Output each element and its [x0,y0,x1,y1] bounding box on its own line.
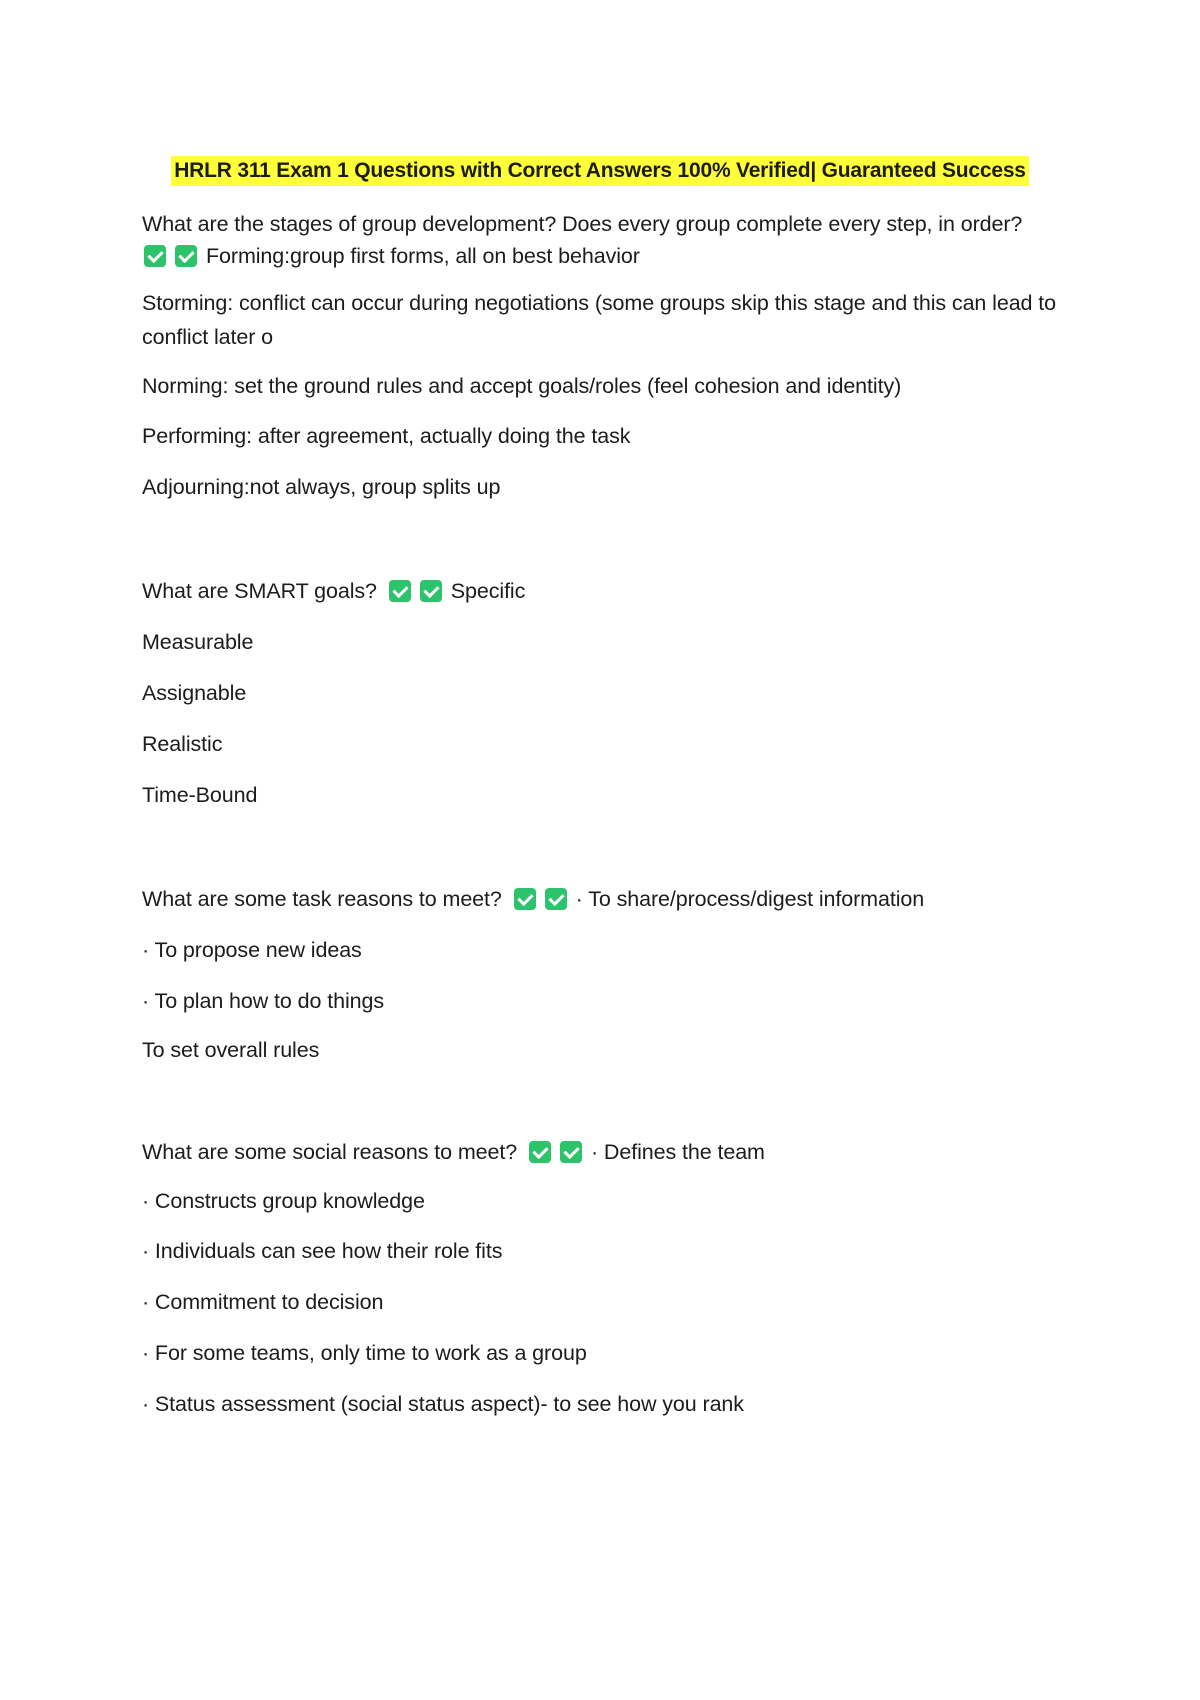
answer-text: · Defines the team [591,1140,765,1164]
spacer [142,1067,1062,1135]
question-1-block [142,207,1062,273]
answer-line: Time-Bound [142,783,258,807]
check-mark-button-icon [175,245,197,267]
check-mark-button-icon [529,1141,551,1163]
check-mark-button-icon [545,888,567,910]
answer-line: Measurable [142,630,254,654]
answer-line: · To plan how to do things [142,989,385,1013]
check-mark-button-icon [420,580,442,602]
question-4-text: What are some social reasons to meet? [142,1140,518,1164]
question-4-block [142,1135,1062,1169]
check-mark-button-icon [560,1141,582,1163]
spacer [142,812,1062,882]
question-1-text: What are the stages of group development? Does every group complete every step, in order? [142,212,1023,236]
answer-line: Assignable [142,681,247,705]
question-3-text: What are some task reasons to meet? [142,887,502,911]
title-container [0,156,1200,186]
answer-line: Realistic [142,732,223,756]
answer-line: Storming: conflict can occur during negotiations (some groups skip this stage and this can lead to conflict later o [142,291,1057,349]
answer-line: Performing: after agreement, actually doing the task [142,424,631,448]
check-mark-button-icon [514,888,536,910]
answer-text: Forming:group first forms, all on best behavior [206,244,640,268]
document-title: HRLR 311 Exam 1 Questions with Correct Answers 100% Verified| Guaranteed Success [171,156,1029,186]
question-3-block [142,882,1062,916]
question-2-block [142,574,1062,608]
answer-line: To set overall rules [142,1038,320,1062]
answer-line: Adjourning:not always, group splits up [142,475,501,499]
answer-line: · To propose new ideas [142,938,362,962]
answer-line: Norming: set the ground rules and accept goals/roles (feel cohesion and identity) [142,374,902,398]
question-2-text: What are SMART goals? [142,579,377,603]
document-body [142,207,1062,1421]
answer-line: · Commitment to decision [142,1290,384,1314]
answer-line: · Individuals can see how their role fits [142,1239,503,1263]
check-mark-button-icon [144,245,166,267]
question-1-answer-first [142,239,1062,273]
check-mark-button-icon [389,580,411,602]
answer-text: Specific [450,579,526,603]
spacer [142,504,1062,574]
answer-text: · To share/process/digest information [575,887,925,911]
answer-line: · For some teams, only time to work as a group [142,1341,587,1365]
answer-line: · Constructs group knowledge [142,1189,425,1213]
answer-line: · Status assessment (social status aspect)- to see how you rank [142,1392,744,1416]
